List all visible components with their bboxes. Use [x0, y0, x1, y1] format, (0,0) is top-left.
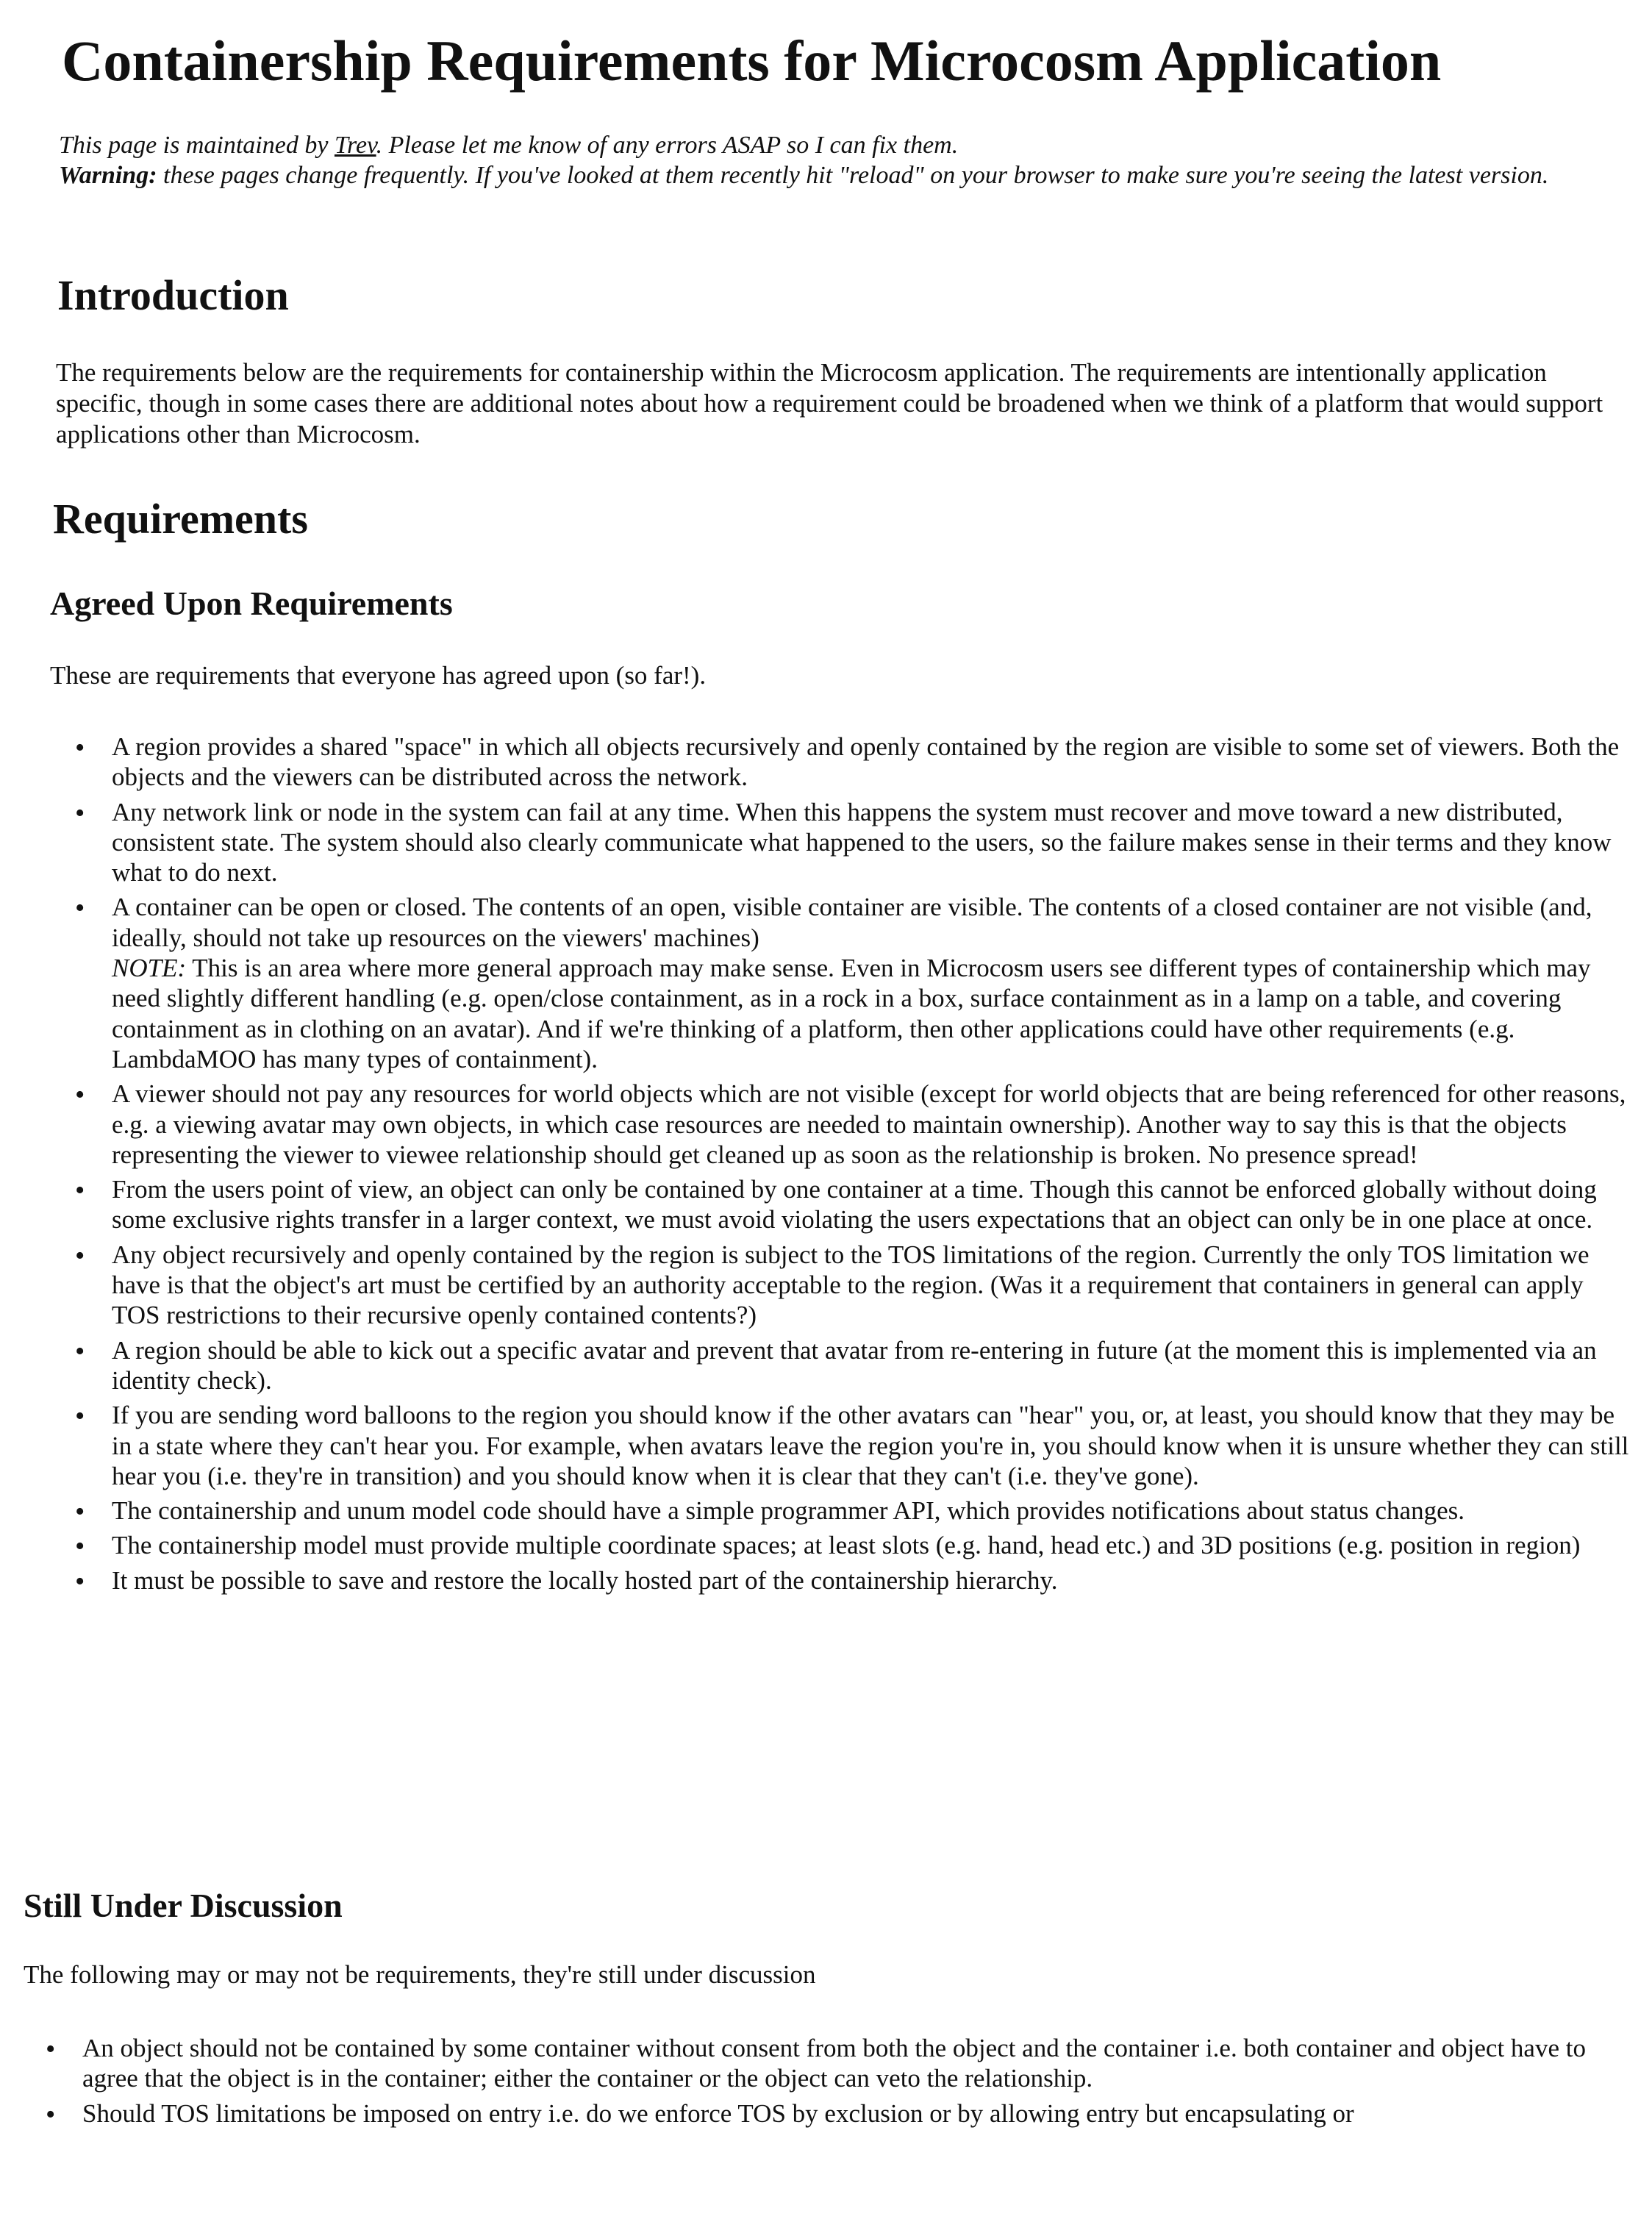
list-item: • The containership model must provide multiple coordinate spaces; at least slots (e.g. hand, head etc.) and 3D positions (e.g. position in region) — [75, 1530, 1634, 1560]
note-label: NOTE: — [112, 954, 187, 983]
discussion-heading: Still Under Discussion — [24, 1887, 343, 1924]
agreed-heading: Agreed Upon Requirements — [50, 585, 453, 622]
list-item: • Any object recursively and openly contained by the region is subject to the TOS limitations of the region. Currently the only TOS limitation we have is that the object's art must be certified by an authority acceptable to the region. (Was it a requirement that containers in general can apply TOS restrictions to their recursive openly contained contents?) — [75, 1240, 1634, 1331]
list-item: • A viewer should not pay any resources for world objects which are not visible (except for world objects that are being referenced for other reasons, e.g. a viewing avatar may own objects, in which case resources are needed to maintain ownership). Another way to say this is that the objects representing the viewer to viewee relationship should get cleaned up as soon as the relationship is broken. No presence spread! — [75, 1079, 1634, 1170]
discussion-list — [46, 2033, 1634, 2133]
list-item: • A region provides a shared "space" in which all objects recursively and openly contained by the region are visible to some set of viewers. Both the objects and the viewers can be distributed across the network. — [75, 732, 1634, 793]
agreed-requirements-list — [75, 732, 1634, 1600]
warning-text: these pages change frequently. If you've looked at them recently hit "reload" on your browser to make sure you're seeing the latest version. — [157, 161, 1549, 189]
notice-prefix: This page is maintained by — [59, 132, 335, 159]
list-item: • It must be possible to save and restore the locally hosted part of the containership hierarchy. — [75, 1565, 1634, 1596]
introduction-heading: Introduction — [57, 271, 289, 319]
list-item — [75, 892, 1634, 1074]
discussion-intro: The following may or may not be requirements, they're still under discussion — [24, 1960, 816, 1989]
list-item: • Any network link or node in the system can fail at any time. When this happens the system must recover and move toward a new distributed, consistent state. The system should also clearly communicate what happened to the users, so the failure makes sense in their terms and they know what to do next. — [75, 797, 1634, 888]
list-item: • Should TOS limitations be imposed on entry i.e. do we enforce TOS by exclusion or by allowing entry but encapsulating or — [46, 2098, 1634, 2129]
note-text: This is an area where more general approach may make sense. Even in Microcosm users see different types of containership which may need slightly different handling (e.g. open/close containment, as in a rock in a box, surface containment as in a lamp on a table, and covering containment as in clothing on an avatar). And if we're thinking of a platform, then other applications could have other requirements (e.g. LambdaMOO has many types of containment). — [112, 954, 1591, 1073]
warning-label: Warning: — [59, 161, 157, 189]
page-title: Containership Requirements for Microcosm Application — [62, 29, 1442, 93]
list-item: • The containership and unum model code should have a simple programmer API, which provides notifications about status changes. — [75, 1496, 1634, 1526]
list-item: • A region should be able to kick out a specific avatar and prevent that avatar from re-entering in future (at the moment this is implemented via an identity check). — [75, 1335, 1634, 1396]
list-item: • If you are sending word balloons to the region you should know if the other avatars can "hear" you, or, at least, you should know that they may be in a state where they can't hear you. For example, when avatars leave the region you're in, you should know when it is unsure whether they can still hear you (i.e. they're in transition) and you should know when it is clear that they can't (i.e. they've gone). — [75, 1400, 1634, 1491]
maintainer-link[interactable]: Trev — [334, 132, 376, 159]
list-item: • An object should not be contained by some container without consent from both the object and the container i.e. both container and object have to agree that the object is in the container; either the container or the object can veto the relationship. — [46, 2033, 1634, 2094]
list-item-text: A container can be open or closed. The contents of an open, visible container are visible. The contents of a closed container are not visible (and, ideally, should not take up resources on the viewers' machines) — [112, 893, 1592, 952]
notice-suffix: . Please let me know of any errors ASAP so I can fix them. — [376, 132, 959, 159]
introduction-text: The requirements below are the requirements for containership within the Microcosm application. The requirements are intentionally application specific, though in some cases there are additional notes about how a requirement could be broadened when we think of a platform that would support applications other than Microcosm. — [56, 358, 1603, 449]
agreed-intro: These are requirements that everyone has agreed upon (so far!). — [50, 661, 707, 690]
list-item: • From the users point of view, an object can only be contained by one container at a time. Though this cannot be enforced globally without doing some exclusive rights transfer in a larger context, we must avoid violating the users expectations that an object can only be in one place at once. — [75, 1174, 1634, 1235]
maintenance-notice — [59, 131, 1603, 191]
requirements-heading: Requirements — [53, 495, 308, 543]
